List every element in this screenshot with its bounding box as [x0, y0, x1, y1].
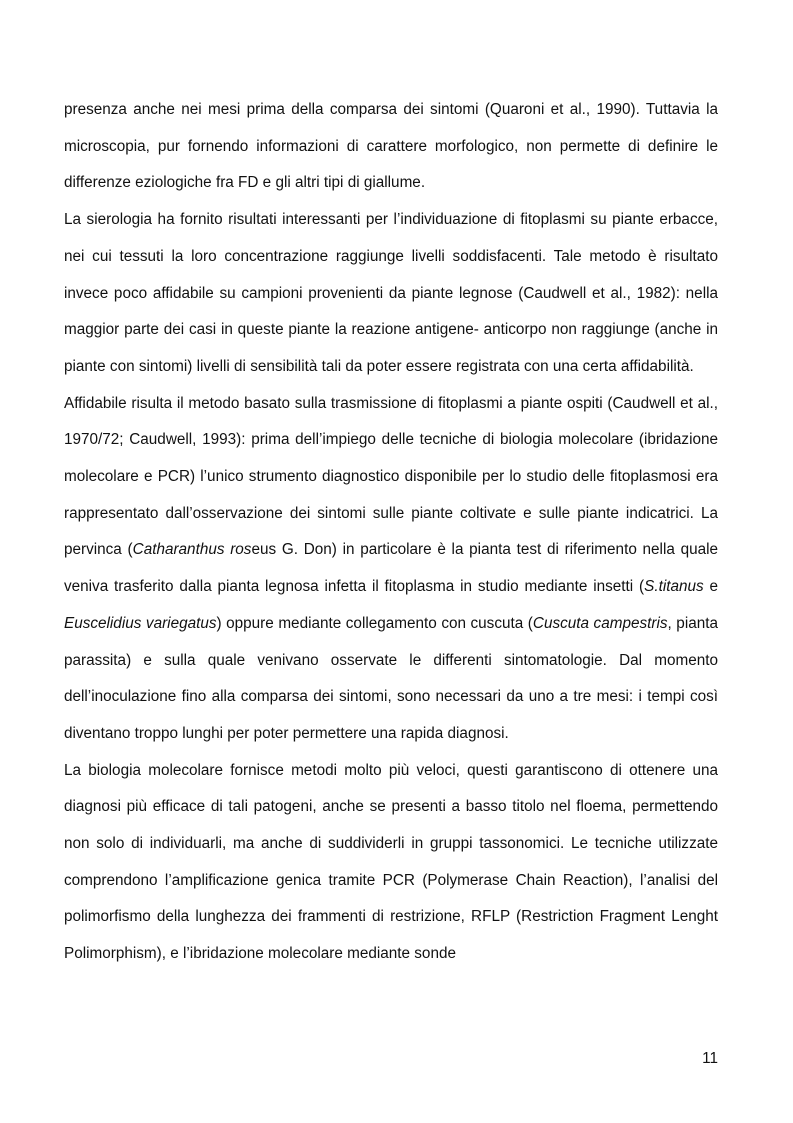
paragraph: [64, 202, 718, 386]
text-run: eus G. Don) in particolare è la pianta test di riferimento nella quale veniva trasferito dalla pianta legnosa infetta il fitoplasma in studio mediante insetti (: [64, 541, 719, 596]
paragraph: [64, 386, 718, 753]
body-text: [64, 92, 718, 973]
text-run: ) oppure mediante collegamento con cuscuta (: [216, 614, 533, 632]
text-run: La sierologia ha fornito risultati interessanti per l’individuazione di fitoplasmi su piante erbacce, nei cui tessuti la loro concentrazione raggiunge livelli soddisfacenti. Tale metodo è risultato invece poco affidabile su campioni provenienti da piante legnose (Caudwell et al., 1982): nella maggior parte dei casi in queste piante la reazione antigene- anticorpo non raggiunge (anche in piante con sintomi) livelli di sensibilità tali da poter essere registrata con una certa affidabilità.: [64, 211, 718, 375]
species-name-italic: Catharanthus ros: [132, 541, 252, 559]
text-run: presenza anche nei mesi prima della comparsa dei sintomi (Quaroni et al., 1990). Tuttavia la microscopia, pur fornendo informazioni di carattere morfologico, non permette di definire le differenze eziologiche fra FD e gli altri tipi di giallume.: [64, 101, 718, 192]
text-run: Affidabile risulta il metodo basato sulla trasmissione di fitoplasmi a piante ospiti (Caudwell et al., 1970/72; Caudwell, 1993): prima dell’impiego delle tecniche di biologia molecolare (ibridazione molecolare e PCR) l’unico strumento diagnostico disponibile per lo studio delle fitoplasmosi era rappresentato dall’osservazione dei sintomi sulle piante coltivate e sulle piante indicatrici. La pervinca (: [64, 394, 718, 559]
paragraph: [64, 753, 718, 973]
text-run: , pianta parassita) e sulla quale venivano osservate le differenti sintomatologie. Dal momento dell’inoculazione fino alla comparsa dei sintomi, sono necessari da uno a tre mesi: i tempi così diventano troppo lunghi per poter permettere una rapida diagnosi.: [64, 614, 718, 742]
species-name-italic: Euscelidius variegatus: [64, 614, 217, 632]
text-run: La biologia molecolare fornisce metodi molto più veloci, questi garantiscono di ottenere una diagnosi più efficace di tali patogeni, anche se presenti a basso titolo nel floema, permettendo non solo di individuarli, ma anche di suddividerli in gruppi tassonomici. Le tecniche utilizzate comprendono l’amplificazione genica tramite PCR (Polymerase Chain Reaction), l’analisi del polimorfismo della lunghezza dei frammenti di restrizione, RFLP (Restriction Fragment Lenght Polimorphism), e l’ibridazione molecolare mediante sonde: [64, 761, 718, 963]
paragraph: [64, 92, 718, 202]
page-number: 11: [702, 1050, 718, 1067]
species-name-italic: Cuscuta campestris: [532, 614, 668, 632]
species-name-italic: S.titanus: [644, 578, 704, 596]
text-run: e: [703, 578, 718, 596]
